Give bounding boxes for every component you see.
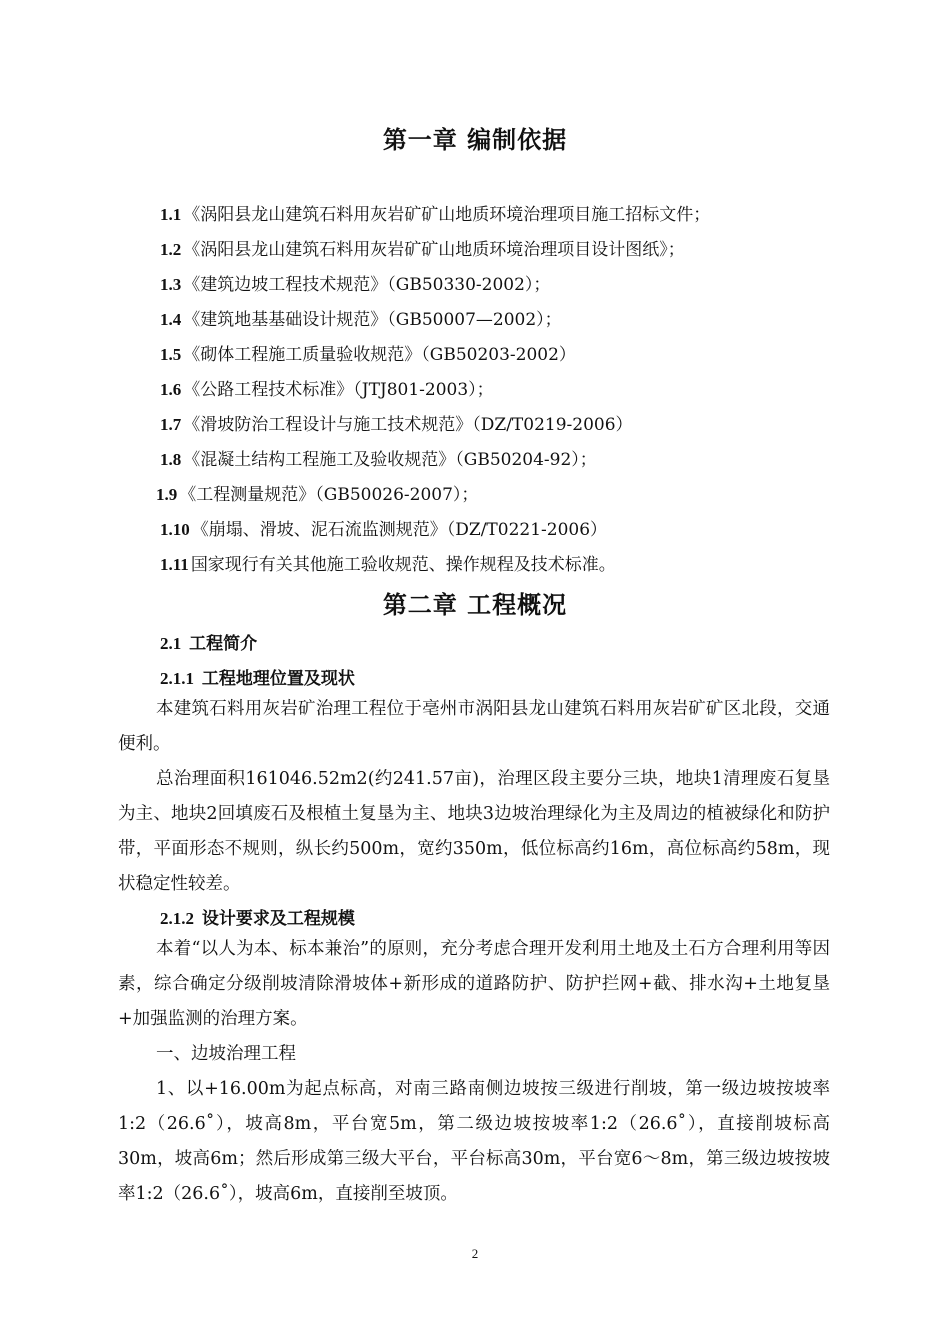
- reference-item-10: 1.10 《崩塌、滑坡、泥石流监测规范》（DZ/T0221-2006）: [160, 520, 608, 540]
- reference-item-3: 1.3 《建筑边坡工程技术规范》（GB50330-2002）；: [160, 275, 551, 295]
- paragraph-design: 本着“以人为本、标本兼治”的原则，充分考虑合理开发利用土地及土石方合理利用等因素，综合确定分级削坡清除滑坡体+新形成的道路防护、防护拦网+截、排水沟+土地复垦+加强监测的治理方案。: [118, 939, 830, 1029]
- section-2-1-1-heading: 2.1.1 工程地理位置及现状: [160, 669, 355, 689]
- section-2-1-heading: 2.1 工程简介: [160, 634, 258, 654]
- reference-item-6: 1.6 《公路工程技术标准》（JTJ801-2003）；: [160, 380, 494, 400]
- reference-item-9: 1.9 《工程测量规范》（GB50026-2007）；: [156, 485, 479, 505]
- reference-item-7: 1.7 《滑坡防治工程设计与施工技术规范》（DZ/T0219-2006）: [160, 415, 633, 435]
- paragraph-slope-detail: 1、以+16.00m为起点标高，对南三路南侧边坡按三级进行削坡，第一级边坡按坡率1:2（26.6˚），坡高8m，平台宽5m，第二级边坡按坡率1:2（26.6˚），直接削坡标高30m，坡高6m；然后形成第三级大平台，平台标高30m，平台宽6～8m，第三级边坡按坡率1:2（26.6˚），坡高6m，直接削至坡顶。: [118, 1079, 830, 1204]
- paragraph-area: 总治理面积161046.52m2(约241.57亩)，治理区段主要分三块，地块1清理废石复垦为主、地块2回填废石及根植土复垦为主、地块3边坡治理绿化为主及周边的植被绿化和防护带，平面形态不规则，纵长约500m，宽约350m，低位标高约16m，高位标高约58m，现状稳定性较差。: [118, 769, 830, 894]
- chapter-1-title: 第一章 编制依据: [382, 125, 568, 154]
- reference-item-11: 1.11 国家现行有关其他施工验收规范、操作规程及技术标准。: [160, 555, 616, 575]
- reference-item-4: 1.4 《建筑地基基础设计规范》（GB50007—2002）；: [160, 310, 562, 330]
- paragraph-slope-heading: 一、边坡治理工程: [156, 1044, 296, 1064]
- paragraph-location: 本建筑石料用灰岩矿治理工程位于亳州市涡阳县龙山建筑石料用灰岩矿矿区北段，交通便利。: [118, 699, 830, 754]
- chapter-2-title: 第二章 工程概况: [382, 590, 568, 619]
- reference-item-1: 1.1 《涡阳县龙山建筑石料用灰岩矿矿山地质环境治理项目施工招标文件；: [160, 205, 711, 225]
- reference-item-2: 1.2 《涡阳县龙山建筑石料用灰岩矿矿山地质环境治理项目设计图纸》；: [160, 240, 685, 260]
- section-2-1-2-heading: 2.1.2 设计要求及工程规模: [160, 909, 355, 929]
- reference-item-5: 1.5 《砌体工程施工质量验收规范》（GB50203-2002）: [160, 345, 576, 365]
- page-number: 2: [471, 1246, 479, 1261]
- reference-item-8: 1.8 《混凝土结构工程施工及验收规范》（GB50204-92）；: [160, 450, 597, 470]
